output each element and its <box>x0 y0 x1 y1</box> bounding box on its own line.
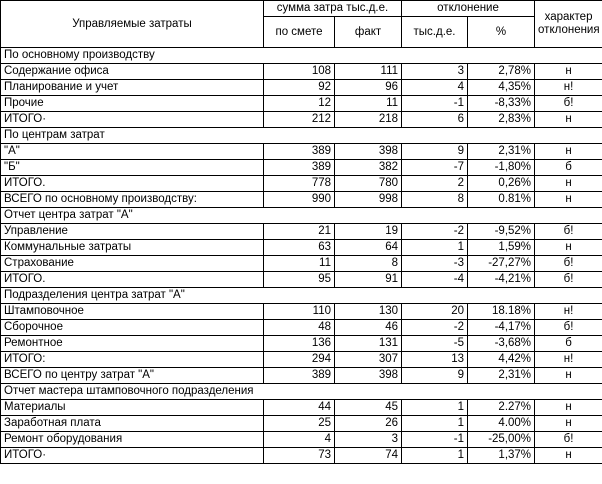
cost-item-name: Страхование <box>1 256 264 272</box>
deviation-character: н <box>535 112 602 128</box>
actual-amount: 998 <box>335 192 402 208</box>
deviation-percent: -3,68% <box>468 336 535 352</box>
table-row <box>1 112 602 128</box>
planned-amount: 212 <box>264 112 335 128</box>
planned-amount: 389 <box>264 144 335 160</box>
planned-amount: 778 <box>264 176 335 192</box>
deviation-percent: -25,00% <box>468 432 535 448</box>
deviation-character: б <box>535 336 602 352</box>
section-title: Подразделения центра затрат "А" <box>1 288 602 304</box>
cost-item-name: Ремонтное <box>1 336 264 352</box>
section-title: Отчет мастера штамповочного подразделения <box>1 384 602 400</box>
planned-amount: 48 <box>264 320 335 336</box>
actual-amount: 74 <box>335 448 402 464</box>
actual-amount: 382 <box>335 160 402 176</box>
deviation-character: н <box>535 64 602 80</box>
deviation-percent: 0,26% <box>468 176 535 192</box>
deviation-amount: 4 <box>402 80 468 96</box>
planned-amount: 4 <box>264 432 335 448</box>
actual-amount: 96 <box>335 80 402 96</box>
deviation-amount: 8 <box>402 192 468 208</box>
actual-amount: 26 <box>335 416 402 432</box>
planned-amount: 294 <box>264 352 335 368</box>
deviation-percent: 0.81% <box>468 192 535 208</box>
deviation-character: н <box>535 400 602 416</box>
deviation-character: б! <box>535 432 602 448</box>
table-row <box>1 416 602 432</box>
actual-amount: 130 <box>335 304 402 320</box>
table-row <box>1 336 602 352</box>
header-managed-costs: Управляемые затраты <box>1 1 264 48</box>
cost-item-name: Сборочное <box>1 320 264 336</box>
deviation-character: б! <box>535 256 602 272</box>
deviation-character: б <box>535 160 602 176</box>
deviation-percent: 2.27% <box>468 400 535 416</box>
table-row <box>1 240 602 256</box>
table-row <box>1 304 602 320</box>
deviation-amount: 1 <box>402 400 468 416</box>
deviation-character: н <box>535 176 602 192</box>
actual-amount: 111 <box>335 64 402 80</box>
section-row <box>1 384 602 400</box>
cost-item-name: ВСЕГО по основному производству: <box>1 192 264 208</box>
section-row <box>1 48 602 64</box>
table-row <box>1 224 602 240</box>
section-row <box>1 288 602 304</box>
deviation-character: н <box>535 144 602 160</box>
actual-amount: 64 <box>335 240 402 256</box>
table-row <box>1 96 602 112</box>
deviation-percent: -9,52% <box>468 224 535 240</box>
deviation-amount: -7 <box>402 160 468 176</box>
deviation-amount: 1 <box>402 416 468 432</box>
planned-amount: 25 <box>264 416 335 432</box>
deviation-amount: 3 <box>402 64 468 80</box>
table-row <box>1 160 602 176</box>
report-body <box>1 48 602 464</box>
table-row <box>1 256 602 272</box>
deviation-character: н <box>535 240 602 256</box>
table-row <box>1 432 602 448</box>
table-row <box>1 320 602 336</box>
planned-amount: 990 <box>264 192 335 208</box>
deviation-percent: 2,83% <box>468 112 535 128</box>
planned-amount: 92 <box>264 80 335 96</box>
table-row <box>1 368 602 384</box>
deviation-character: н <box>535 192 602 208</box>
deviation-percent: 4,42% <box>468 352 535 368</box>
actual-amount: 19 <box>335 224 402 240</box>
header-deviation-character: характер отклонения <box>535 1 602 48</box>
cost-item-name: "Б" <box>1 160 264 176</box>
cost-item-name: Коммунальные затраты <box>1 240 264 256</box>
cost-item-name: ИТОГО. <box>1 272 264 288</box>
section-row <box>1 128 602 144</box>
deviation-amount: -5 <box>402 336 468 352</box>
actual-amount: 11 <box>335 96 402 112</box>
deviation-character: б! <box>535 320 602 336</box>
deviation-character: б! <box>535 96 602 112</box>
header-cost-sum: сумма затра тыс.д.е. <box>264 1 402 17</box>
deviation-character: н <box>535 368 602 384</box>
cost-item-name: ВСЕГО по центру затрат "А" <box>1 368 264 384</box>
deviation-percent: 1,59% <box>468 240 535 256</box>
table-row <box>1 352 602 368</box>
actual-amount: 8 <box>335 256 402 272</box>
deviation-character: н <box>535 448 602 464</box>
actual-amount: 398 <box>335 144 402 160</box>
actual-amount: 3 <box>335 432 402 448</box>
cost-item-name: Материалы <box>1 400 264 416</box>
deviation-character: б! <box>535 224 602 240</box>
deviation-amount: 2 <box>402 176 468 192</box>
table-row <box>1 400 602 416</box>
deviation-percent: -1,80% <box>468 160 535 176</box>
header-by-estimate: по смете <box>264 17 335 48</box>
section-row <box>1 208 602 224</box>
actual-amount: 307 <box>335 352 402 368</box>
actual-amount: 91 <box>335 272 402 288</box>
deviation-percent: 4.00% <box>468 416 535 432</box>
deviation-amount: 13 <box>402 352 468 368</box>
actual-amount: 780 <box>335 176 402 192</box>
planned-amount: 389 <box>264 160 335 176</box>
deviation-percent: 2,31% <box>468 144 535 160</box>
cost-item-name: Прочие <box>1 96 264 112</box>
planned-amount: 73 <box>264 448 335 464</box>
section-title: По основному производству <box>1 48 602 64</box>
cost-item-name: "А" <box>1 144 264 160</box>
actual-amount: 46 <box>335 320 402 336</box>
planned-amount: 21 <box>264 224 335 240</box>
deviation-percent: 1,37% <box>468 448 535 464</box>
deviation-character: н! <box>535 80 602 96</box>
deviation-percent: 2,78% <box>468 64 535 80</box>
planned-amount: 110 <box>264 304 335 320</box>
table-row <box>1 448 602 464</box>
deviation-percent: 2,31% <box>468 368 535 384</box>
table-row <box>1 80 602 96</box>
table-row <box>1 144 602 160</box>
cost-item-name: Содержание офиса <box>1 64 264 80</box>
cost-item-name: ИТОГО: <box>1 352 264 368</box>
planned-amount: 389 <box>264 368 335 384</box>
cost-item-name: Ремонт оборудования <box>1 432 264 448</box>
planned-amount: 108 <box>264 64 335 80</box>
planned-amount: 12 <box>264 96 335 112</box>
table-row <box>1 272 602 288</box>
cost-item-name: ИТОГО· <box>1 112 264 128</box>
deviation-amount: -2 <box>402 320 468 336</box>
cost-item-name: Заработная плата <box>1 416 264 432</box>
deviation-amount: -3 <box>402 256 468 272</box>
deviation-percent: -8,33% <box>468 96 535 112</box>
cost-item-name: Планирование и учет <box>1 80 264 96</box>
actual-amount: 45 <box>335 400 402 416</box>
cost-item-name: ИТОГО· <box>1 448 264 464</box>
deviation-percent: 18.18% <box>468 304 535 320</box>
header-fact: факт <box>335 17 402 48</box>
section-title: Отчет центра затрат "А" <box>1 208 602 224</box>
deviation-percent: -27,27% <box>468 256 535 272</box>
deviation-character: н <box>535 416 602 432</box>
planned-amount: 63 <box>264 240 335 256</box>
deviation-amount: -1 <box>402 96 468 112</box>
deviation-amount: -4 <box>402 272 468 288</box>
deviation-amount: 9 <box>402 144 468 160</box>
actual-amount: 131 <box>335 336 402 352</box>
deviation-amount: 9 <box>402 368 468 384</box>
section-title: По центрам затрат <box>1 128 602 144</box>
cost-item-name: ИТОГО. <box>1 176 264 192</box>
planned-amount: 136 <box>264 336 335 352</box>
deviation-amount: 1 <box>402 240 468 256</box>
deviation-character: б! <box>535 272 602 288</box>
header-deviation-thousands: тыс.д.е. <box>402 17 468 48</box>
deviation-amount: 6 <box>402 112 468 128</box>
actual-amount: 398 <box>335 368 402 384</box>
header-deviation: отклонение <box>402 1 535 17</box>
planned-amount: 95 <box>264 272 335 288</box>
header-deviation-percent: % <box>468 17 535 48</box>
deviation-amount: -2 <box>402 224 468 240</box>
deviation-percent: -4,17% <box>468 320 535 336</box>
planned-amount: 11 <box>264 256 335 272</box>
deviation-character: н! <box>535 352 602 368</box>
actual-amount: 218 <box>335 112 402 128</box>
cost-item-name: Управление <box>1 224 264 240</box>
deviation-character: н! <box>535 304 602 320</box>
cost-item-name: Штамповочное <box>1 304 264 320</box>
table-row <box>1 176 602 192</box>
deviation-percent: -4,21% <box>468 272 535 288</box>
deviation-amount: 1 <box>402 448 468 464</box>
deviation-amount: -1 <box>402 432 468 448</box>
table-row <box>1 192 602 208</box>
deviation-percent: 4,35% <box>468 80 535 96</box>
table-row <box>1 64 602 80</box>
planned-amount: 44 <box>264 400 335 416</box>
deviation-amount: 20 <box>402 304 468 320</box>
